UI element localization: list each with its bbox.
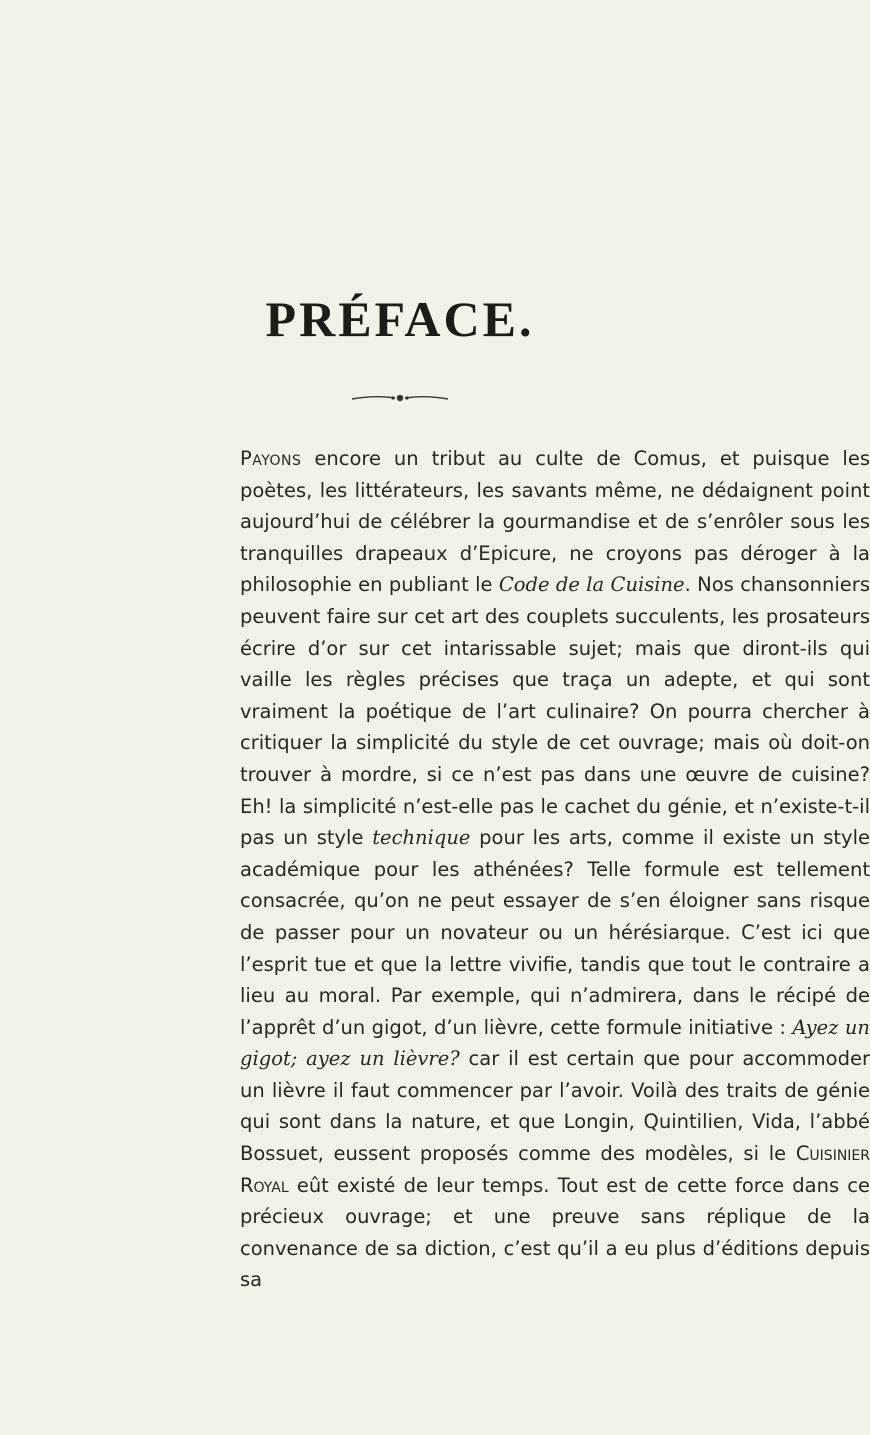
text-run: encore un tribut au culte de Comus, et puisque les poètes, les littérateurs, les savants même, ne dédaignent point aujourd’hui de célébrer la gourmandise et de s’enrôler sous les tranquilles drapeaux d’Epicure, ne croyons pas déroger à la philosophie en publiant le — [240, 447, 870, 597]
formula-italic: Ayez un gigot; ayez un lièvre? — [240, 1015, 870, 1071]
ornament-rule — [350, 392, 450, 404]
preface-body — [240, 443, 870, 1296]
book-title-italic: Code de la Cuisine — [498, 573, 685, 597]
text-run: eût existé de leur temps. Tout est de cette force dans ce précieux ouvrage; et une preuve sans réplique de la convenance de sa diction, c’est qu’il a eu plus d’éditions depuis sa — [240, 1173, 870, 1292]
italic-word: technique — [372, 826, 471, 850]
book-title-smallcaps: Cuisinier Royal — [240, 1142, 870, 1197]
lead-word: Payons — [240, 447, 302, 470]
text-run: car il est certain que pour accommoder un lièvre il faut commencer par l’avoir. Voilà des traits de génie qui sont dans la nature, et que Longin, Quintilien, Vida, l’abbé Bossuet, eussent proposés comme des modèles, si le — [240, 1047, 870, 1166]
preface-paragraph — [240, 443, 870, 1296]
text-run: pour les arts, comme il existe un style académique pour les athénées? Telle formule est tellement consacrée, qu’on ne peut essayer de s’en éloigner sans risque de passer pour un novateur ou un hérésiarque. C’est ici que l’esprit tue et que la lettre vivifie, tandis que tout le contraire a lieu au moral. Par exemple, qui n’admirera, dans le récipé de l’apprêt d’un gigot, d’un lièvre, cette formule initiative : — [240, 826, 870, 1039]
page-title: PRÉFACE. — [265, 291, 535, 347]
text-run: . Nos chansonniers peuvent faire sur cet art des couplets succulents, les prosateurs écrire d’or sur cet intarissable sujet; mais que diront-ils qui vaille les règles précises que traça un adepte, et qui sont vraiment la poétique de l’art culinaire? On pourra chercher à critiquer la simplicité du style de cet ouvrage; mais où doit-on trouver à mordre, si ce n’est pas dans une œuvre de cuisine? Eh! la simplicité n’est-elle pas le cachet du génie, et n’existe-t-il pas un style — [240, 573, 870, 850]
